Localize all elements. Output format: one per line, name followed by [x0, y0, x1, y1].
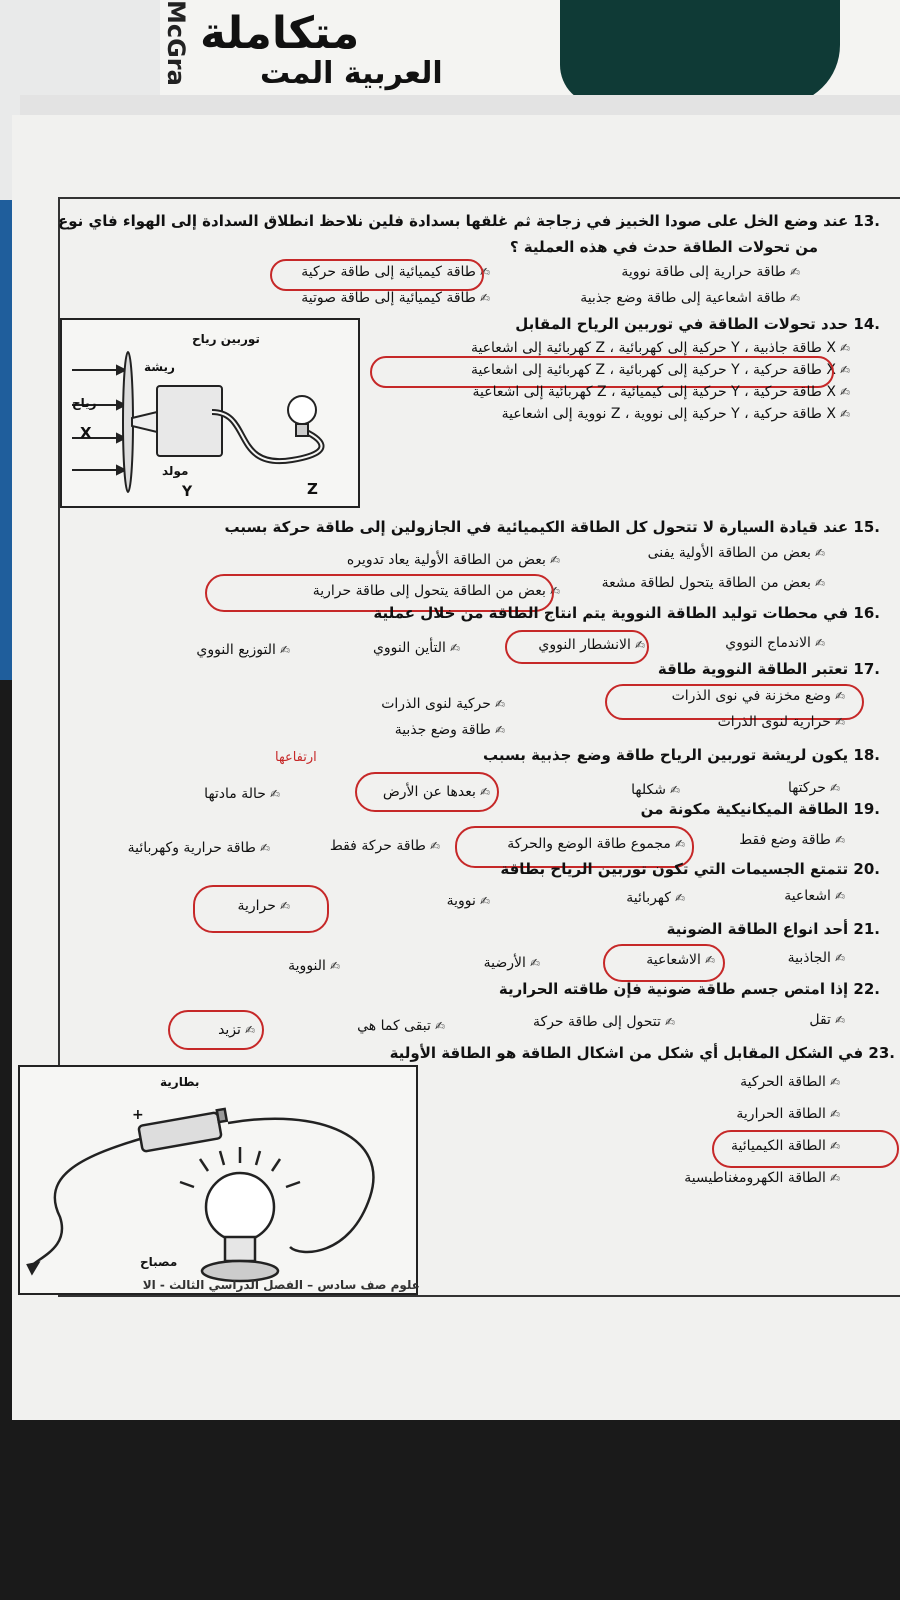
q23-option-4[interactable]: ✍الطاقة الكهرومغناطيسية: [684, 1170, 840, 1186]
answer-circle: [355, 772, 499, 812]
pen-icon: ✍: [674, 891, 685, 905]
q22-option-1[interactable]: ✍تقل: [809, 1012, 845, 1028]
pen-icon: ✍: [834, 689, 845, 703]
pen-icon: ✍: [269, 787, 280, 801]
q18-text: .18 يكون لريشة توربين الرياح طاقة وضع جذبية بسبب: [483, 746, 880, 764]
pen-icon: ✍: [669, 783, 680, 797]
q22-option-4[interactable]: ✍تزيد: [218, 1022, 255, 1038]
q17-option-1[interactable]: ✍وضع مخزنة في نوى الذرات: [671, 688, 845, 704]
pen-icon: ✍: [494, 723, 505, 737]
pen-icon: ✍: [814, 636, 825, 650]
q16-option-4[interactable]: ✍التوزيع النووي: [196, 642, 290, 658]
pen-icon: ✍: [704, 953, 715, 967]
q20-option-4[interactable]: ✍حرارية: [237, 898, 290, 914]
q16-option-1[interactable]: ✍الاندماج النووي: [725, 635, 825, 651]
pen-icon: ✍: [664, 1015, 675, 1029]
q19-option-2[interactable]: ✍مجموع طاقة الوضع والحركة: [507, 836, 685, 852]
pen-icon: ✍: [494, 697, 505, 711]
q22-option-2[interactable]: ✍تتحول إلى طاقة حركة: [533, 1014, 675, 1030]
q17-text: .17 تعتبر الطاقة النووية طاقة: [657, 660, 880, 678]
q15-option-4[interactable]: ✍بعض من الطاقة يتحول إلى طاقة حرارية: [312, 583, 560, 599]
lamp-label: مصباح: [140, 1255, 178, 1269]
book-arabic-sub: العربية المت: [260, 56, 443, 91]
pen-icon: ✍: [329, 959, 340, 973]
pen-icon: ✍: [839, 407, 850, 421]
pen-icon: ✍: [834, 715, 845, 729]
handwritten-note: ارتفاعها: [275, 750, 317, 765]
q20-option-2[interactable]: ✍كهربائية: [626, 890, 685, 906]
pen-icon: ✍: [634, 638, 645, 652]
q22-option-3[interactable]: ✍تبقى كما هي: [357, 1018, 445, 1034]
q20-option-3[interactable]: ✍نووية: [446, 893, 490, 909]
blade-label: ريشة: [144, 360, 175, 374]
pen-icon: ✍: [479, 265, 490, 279]
pen-icon: ✍: [829, 1171, 840, 1185]
pen-icon: ✍: [529, 956, 540, 970]
pen-icon: ✍: [839, 341, 850, 355]
z-label: Z: [307, 480, 318, 498]
footer-text: علوم صف سادس – الفصل الدراسي الثالث - الا: [142, 1278, 420, 1292]
q23-option-1[interactable]: ✍الطاقة الحركية: [740, 1074, 840, 1090]
q16-option-3[interactable]: ✍التأين النووي: [372, 640, 460, 656]
pen-icon: ✍: [259, 841, 270, 855]
q14-option-1[interactable]: ✍X طاقة جاذبية ، Y حركية إلى كهربائية ، Z كهربائية إلى اشعاعية: [470, 340, 850, 356]
q21-text: .21 أحد انواع الطاقة الضونية: [666, 920, 880, 938]
answer-circle: [270, 259, 484, 291]
q15-option-1[interactable]: ✍بعض من الطاقة الأولية يفنى: [647, 545, 825, 561]
q18-option-1[interactable]: ✍حركتها: [787, 780, 840, 796]
q18-option-2[interactable]: ✍شكلها: [631, 782, 680, 798]
pen-icon: ✍: [279, 899, 290, 913]
answer-circle: [603, 944, 725, 982]
pen-icon: ✍: [814, 576, 825, 590]
wind-turbine-figure: [60, 318, 360, 508]
q13-text: .13 عند وضع الخل على صودا الخبيز في زجاجة ثم غلقها بسدادة فلين نلاحظ انطلاق السدادة إلى الهواء فاي نوع: [57, 212, 880, 230]
pen-icon: ✍: [479, 291, 490, 305]
generator-label: مولد: [162, 464, 189, 478]
q14-option-2[interactable]: ✍X طاقة حركية ، Y حركية إلى كهربائية ، Z كهربائية إلى اشعاعية: [470, 362, 850, 378]
q21-option-2[interactable]: ✍الاشعاعية: [646, 952, 715, 968]
wind-turbine-drawing: [62, 320, 358, 506]
q15-option-2[interactable]: ✍بعض من الطاقة الأولية يعاد تدويره: [346, 552, 560, 568]
q23-text: .23 في الشكل المقابل أي شكل من اشكال الطاقة هو الطاقة الأولية: [389, 1044, 895, 1062]
pen-icon: ✍: [834, 951, 845, 965]
q14-option-4[interactable]: ✍X طاقة حركية ، Y حركية إلى نووية ، Z نووية إلى اشعاعية: [501, 406, 850, 422]
battery-lamp-figure: [18, 1065, 418, 1295]
pen-icon: ✍: [829, 1139, 840, 1153]
x-label: X: [80, 424, 92, 442]
pen-icon: ✍: [549, 584, 560, 598]
pen-icon: ✍: [789, 291, 800, 305]
turbine-title: توربين رياح: [192, 332, 260, 346]
pen-icon: ✍: [789, 265, 800, 279]
q16-option-2[interactable]: ✍الانشطار النووي: [538, 637, 645, 653]
q13-option-2[interactable]: ✍طاقة كيميائية إلى طاقة حركية: [301, 264, 490, 280]
pen-icon: ✍: [829, 781, 840, 795]
q13-option-1[interactable]: ✍طاقة حرارية إلى طاقة نووية: [621, 264, 800, 280]
y-label: Y: [182, 484, 193, 500]
pen-icon: ✍: [834, 889, 845, 903]
plus-sign: +: [132, 1107, 144, 1123]
q17-option-2[interactable]: ✍حركية لنوى الذرات: [381, 696, 505, 712]
q20-option-1[interactable]: ✍اشعاعية: [784, 888, 845, 904]
q18-option-4[interactable]: ✍حالة مادتها: [204, 786, 280, 802]
q17-option-3[interactable]: ✍حرارية لنوى الذرات: [717, 714, 845, 730]
pen-icon: ✍: [839, 363, 850, 377]
book-cover-art: [560, 0, 840, 105]
q23-option-3[interactable]: ✍الطاقة الكيميائية: [731, 1138, 840, 1154]
q21-option-1[interactable]: ✍الجاذبية: [787, 950, 845, 966]
battery-label: بطارية: [160, 1075, 200, 1089]
q19-option-1[interactable]: ✍طاقة وضع فقط: [739, 832, 845, 848]
q17-option-4[interactable]: ✍طاقة وضع جذبية: [394, 722, 505, 738]
circuit-drawing: [20, 1067, 416, 1293]
q14-option-3[interactable]: ✍X طاقة حركية ، Y حركية إلى كيميائية ، Z كهربائية إلى اشعاعية: [472, 384, 850, 400]
q20-text: .20 تتمتع الجسيمات التي تكون توربين الرياح بطاقة: [500, 860, 880, 878]
answer-circle: [193, 885, 329, 933]
q13-text2: من تحولات الطاقة حدث في هذه العملية ؟: [509, 238, 818, 256]
book-brand: McGra: [162, 0, 190, 86]
pen-icon: ✍: [279, 643, 290, 657]
q16-text: .16 في محطات توليد الطاقة النووية يتم انتاج الطاقة من خلال عملية: [373, 604, 880, 622]
q21-option-4[interactable]: ✍النووية: [288, 958, 340, 974]
pen-icon: ✍: [479, 785, 490, 799]
pen-icon: ✍: [434, 1019, 445, 1033]
q22-text: .22 إذا امتص جسم طاقة ضونية فإن طاقته الحرارية: [498, 980, 880, 998]
q23-option-2[interactable]: ✍الطاقة الحرارية: [736, 1106, 840, 1122]
answer-circle: [168, 1010, 264, 1050]
book-arabic-title: متكاملة: [200, 8, 360, 59]
q21-option-3[interactable]: ✍الأرضية: [483, 955, 540, 971]
pen-icon: ✍: [549, 553, 560, 567]
q13-option-4[interactable]: ✍طاقة كيميائية إلى طاقة صوتية: [301, 290, 490, 306]
q14-text: .14 حدد تحولات الطاقة في توربين الرياح المقابل: [515, 315, 880, 333]
wind-label: رياح: [72, 396, 97, 410]
pen-icon: ✍: [244, 1023, 255, 1037]
q18-option-3[interactable]: ✍بعدها عن الأرض: [382, 784, 490, 800]
pen-icon: ✍: [814, 546, 825, 560]
pen-icon: ✍: [449, 641, 460, 655]
q15-option-3[interactable]: ✍بعض من الطاقة يتحول لطاقة مشعة: [601, 575, 825, 591]
pen-icon: ✍: [429, 839, 440, 853]
pen-icon: ✍: [479, 894, 490, 908]
pen-icon: ✍: [829, 1075, 840, 1089]
answer-circle: [505, 630, 649, 664]
q19-option-3[interactable]: ✍طاقة حركة فقط: [329, 838, 440, 854]
pen-icon: ✍: [834, 1013, 845, 1027]
pen-icon: ✍: [839, 385, 850, 399]
answer-circle: [712, 1130, 899, 1168]
q19-option-4[interactable]: ✍طاقة حرارية وكهربائية: [127, 840, 270, 856]
pen-icon: ✍: [674, 837, 685, 851]
pen-icon: ✍: [834, 833, 845, 847]
q15-text: .15 عند قيادة السيارة لا تتحول كل الطاقة الكيميائية في الجازولين إلى طاقة حركة بسبب: [224, 518, 880, 536]
q19-text: .19 الطاقة الميكانيكية مكونة من: [640, 800, 880, 818]
pen-icon: ✍: [829, 1107, 840, 1121]
q13-option-3[interactable]: ✍طاقة اشعاعية إلى طاقة وضع جذبية: [580, 290, 800, 306]
